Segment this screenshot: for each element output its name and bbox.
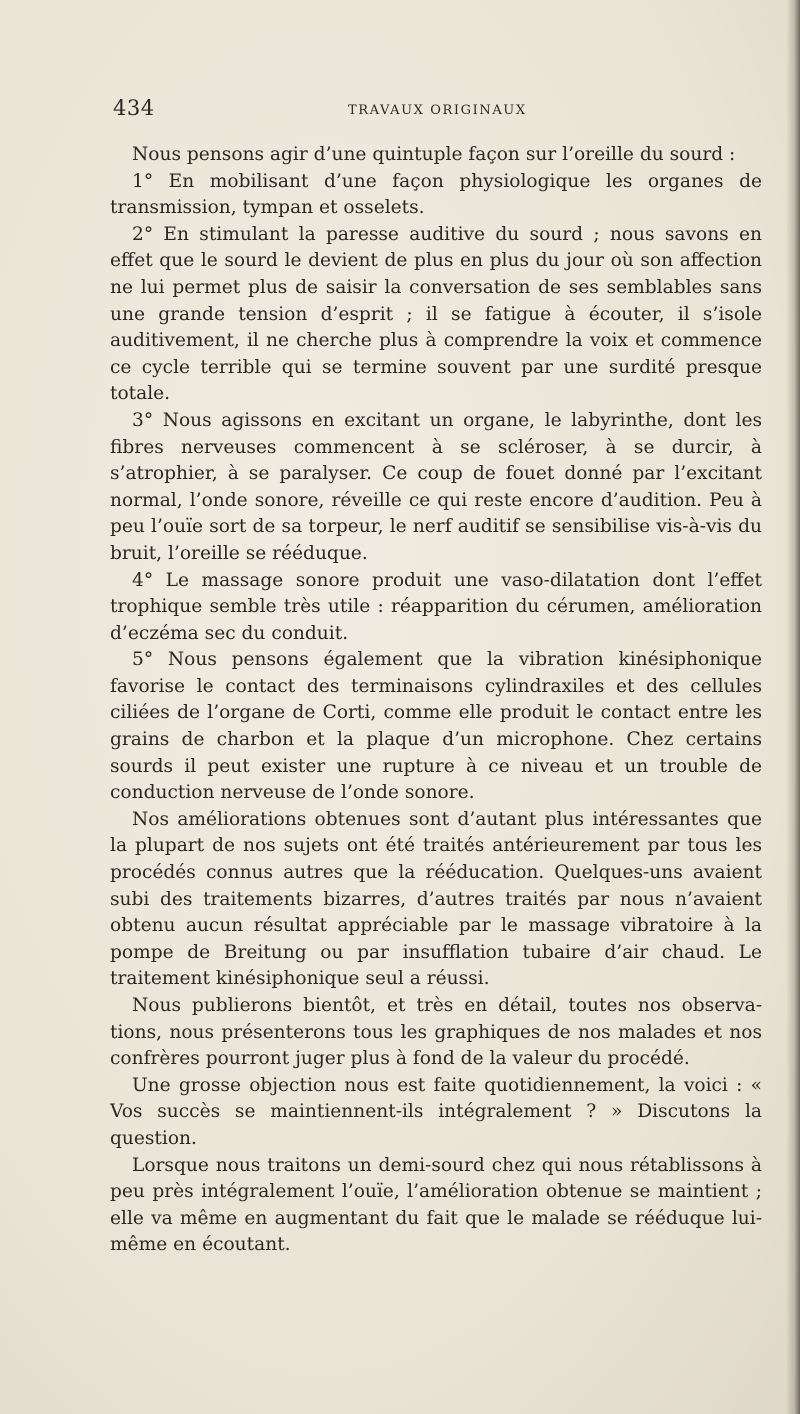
paragraph-point-2: 2° En stimulant la paresse auditive du sourd ; nous savons en effet que le sourd le devient de plus en plus du jour où son affection ne lui permet plus de saisir la conversation de ses semblables sans une grande tension d’esprit ; il se fatigue à écouter, il s’isole auditivement, il ne cherche plus à comprendre la voix et commence ce cycle terrible qui se termine souvent par une surdité presque totale. [110, 223, 762, 405]
paragraph-point-5: 5° Nous pensons également que la vibration kinésiphonique favorise le contact des terminaisons cylindraxiles et des cellules ciliées de l’organe de Corti, comme elle produit le contact entre les grains de charbon et la plaque d’un microphone. Chez certains sourds il peut exister une rupture à ce niveau et un trouble de conduction nerveuse de l’onde sonore. [110, 649, 762, 804]
paragraph-results: Nos améliorations obtenues sont d’autant plus intéressantes que la plupart de nos sujets ont été traités antérieurement par tous les procédés connus autres que la rééducation. Quelques-uns avaient subi des traitements bizarres, d’autres traités par nous n’avaient obtenu aucun résultat appréciable par le massage vibratoire à la pompe de Breitung ou par insufflation tubaire d’air chaud. Le traitement kinésiphonique seul a réussi. [110, 808, 762, 990]
paragraph-maintenance: Lorsque nous traitons un demi-sourd chez qui nous rétablissons à peu près intégralement l’ouïe, l’amélioration obtenue se maintient ; elle va même en augmentant du fait que le malade se rééduque lui-même en écoutant. [110, 1154, 762, 1256]
page-number: 434 [113, 96, 155, 120]
paragraph-point-4: 4° Le massage sonore produit une vaso-dilatation dont l’effet trophique semble très utile : réapparition du cérumen, amélioration d’eczéma sec du conduit. [110, 569, 762, 644]
body-text [110, 142, 762, 1259]
paragraph-point-1: 1° En mobilisant d’une façon physiologique les organes de transmission, tympan et osselets. [110, 170, 762, 219]
paragraph-objection: Une grosse objection nous est faite quotidiennement, la voici : « Vos succès se maintiennent-ils intégralement ? » Discutons la question. [110, 1074, 762, 1149]
page-header [113, 96, 763, 126]
page-edge-shadow [786, 0, 800, 1414]
paragraph-publication: Nous publierons bientôt, et très en détail, toutes nos observations, nous présenterons tous les graphiques de nos malades et nos confrères pourront juger plus à fond de la valeur du procédé. [110, 995, 762, 1070]
running-head: TRAVAUX ORIGINAUX [348, 103, 527, 118]
paragraph-point-3: 3° Nous agissons en excitant un organe, le labyrinthe, dont les fibres nerveuses commencent à se scléroser, à se durcir, à s’atrophier, à se paralyser. Ce coup de fouet donné par l’excitant normal, l’onde sonore, réveille ce qui reste encore d’audition. Peu à peu l’ouïe sort de sa torpeur, le nerf auditif se sensibilise vis-à-vis du bruit, l’oreille se rééduque. [110, 409, 762, 564]
paragraph-intro: Nous pensons agir d’une quintuple façon sur l’oreille du sourd : [132, 144, 736, 165]
